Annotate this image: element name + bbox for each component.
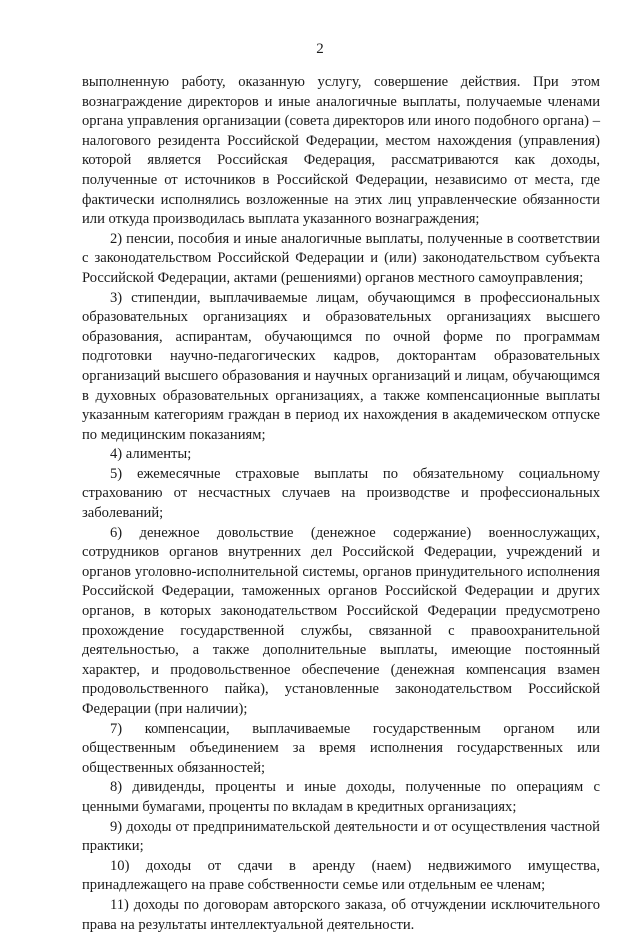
paragraph-item-10: 10) доходы от сдачи в аренду (наем) недвижимого имущества, принадлежащего на праве собственности семье или отдельным ее членам;	[82, 857, 600, 894]
paragraph-item-9: 9) доходы от предпринимательской деятельности и от осуществления частной практики;	[82, 818, 600, 855]
paragraph-item-4: 4) алименты;	[110, 446, 192, 463]
paragraph-item-6: 6) денежное довольствие (денежное содержание) военнослужащих, сотрудников органов внутренних дел Российской Федерации, учреждений и органов уголовно-исполнительной системы, органов принудительного исполнения Российской Федерации, таможенных органов Российской Федерации и других органов, в которых законодательством Российской Федерации предусмотрено прохождение государственной службы, связанной с правоохранительной деятельностью, а также дополнительные выплаты, имеющие постоянный характер, и продовольственное обеспечение (денежная компенсация взамен продовольственного пайка), установленные законодательством Российской Федерации (при наличии);	[82, 524, 600, 717]
paragraph-continuation: выполненную работу, оказанную услугу, совершение действия. При этом вознаграждение директоров и иные аналогичные выплаты, получаемые членами органа управления организации (совета директоров или иного подобного органа) – налогового резидента Российской Федерации, местом нахождения (управления) которой является Российская Федерация, рассматриваются как доходы, полученные от источников в Российской Федерации, независимо от места, где фактически исполнялись возложенные на этих лиц управленческие обязанности или откуда производилась выплата указанного вознаграждения;	[82, 74, 600, 228]
paragraph-item-2: 2) пенсии, пособия и иные аналогичные выплаты, полученные в соответствии с законодательством Российской Федерации и (или) законодательством субъекта Российской Федерации, актами (решениями) органов местного самоуправления;	[82, 230, 600, 286]
paragraph-item-3: 3) стипендии, выплачиваемые лицам, обучающимся в профессиональных образовательных организациях и образовательных организациях высшего образования, аспирантам, обучающимся по очной форме по программам подготовки научно-педагогических кадров, докторантам образовательных организаций высшего образования и научных организаций и лицам, обучающимся в духовных образовательных организациях, а также компенсационные выплаты указанным категориям граждан в период их нахождения в академическом отпуске по медицинским показаниям;	[82, 289, 600, 443]
page-number: 2	[316, 41, 324, 57]
paragraph-item-5: 5) ежемесячные страховые выплаты по обязательному социальному страхованию от несчастных случаев на производстве и профессиональных заболеваний;	[82, 465, 600, 522]
paragraph-item-8: 8) дивиденды, проценты и иные доходы, полученные по операциям с ценными бумагами, проценты по вкладам в кредитных организациях;	[82, 779, 600, 815]
paragraph-item-11: 11) доходы по договорам авторского заказа, об отчуждении исключительного права на результаты интеллектуальной деятельности.	[82, 896, 600, 933]
document-body	[82, 73, 600, 935]
paragraph-item-7: 7) компенсации, выплачиваемые государственным органом или общественным объединением за время исполнения государственных или общественных обязанностей;	[82, 720, 600, 776]
